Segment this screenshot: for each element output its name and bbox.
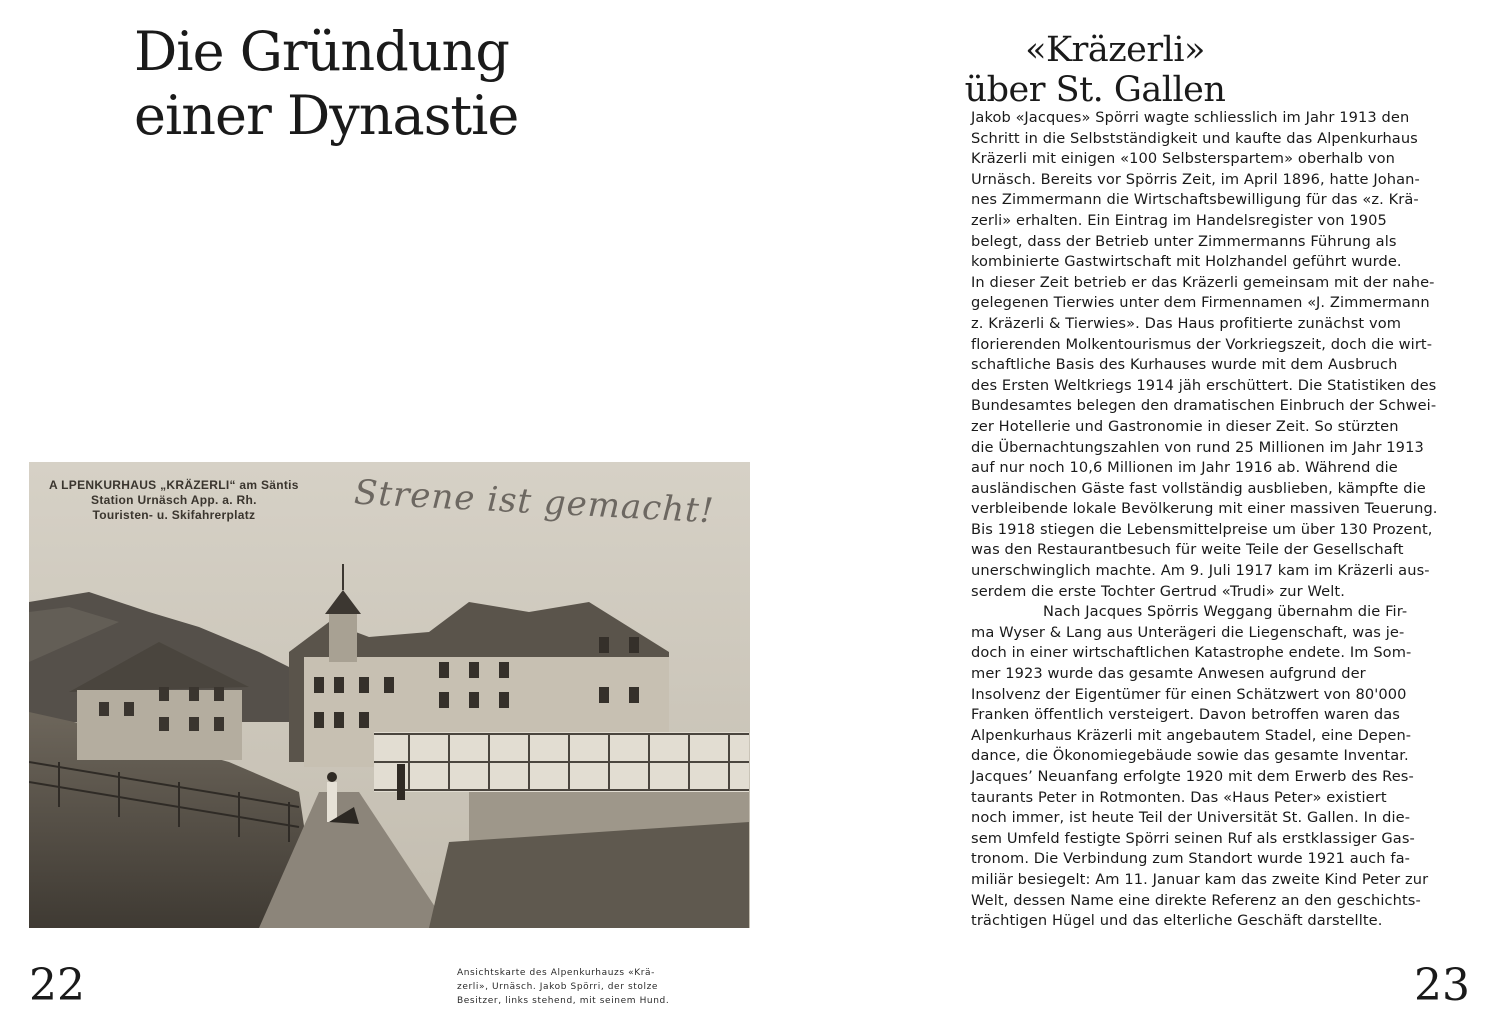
body-line: des Ersten Weltkriegs 1914 jäh erschüttert. Die Statistiken des [971,376,1437,394]
chapter-title-line: einer Dynastie [134,84,519,147]
body-line: doch in einer wirtschaftlichen Katastrophe endete. Im Som- [971,644,1412,662]
chapter-title [134,20,518,148]
postcard-text-line: Station Urnäsch App. a. Rh. [91,493,257,507]
caption-line: Ansichtskarte des Alpenkurhauzs «Krä- [457,968,655,978]
postcard-text-line: Touristen- u. Skifahrerplatz [92,508,256,522]
body-line: nes Zimmermann die Wirtschaftsbewilligung für das «z. Krä- [971,191,1419,209]
body-line: verbleibende lokale Bevölkerung mit einer massiven Teuerung. [971,500,1438,518]
body-line: schaftliche Basis des Kurhauses wurde mit dem Ausbruch [971,356,1398,374]
body-line: miliär besiegelt: Am 11. Januar kam das zweite Kind Peter zur [971,870,1429,888]
body-line: florierenden Molkentourismus der Vorkriegszeit, doch die wirt- [971,335,1433,353]
historic-postcard-photo [29,462,750,928]
body-line: unerschwinglich machte. Am 9. Juli 1917 kam im Kräzerli aus- [971,562,1430,580]
body-line: sem Umfeld festigte Spörri seinen Ruf als erstklassiger Gas- [971,829,1415,847]
body-line: ausländischen Gäste fast vollständig ausblieben, kämpfte die [971,479,1426,497]
body-text [971,108,1471,932]
chapter-title-line: Die Gründung [134,20,509,83]
right-page [750,0,1500,1032]
body-line: belegt, dass der Betrieb unter Zimmermanns Führung als [971,232,1397,250]
body-line: trächtigen Hügel und das elterliche Geschäft darstellte. [971,912,1383,930]
body-line: Kräzerli mit einigen «100 Selbsterspartem» oberhalb von [971,150,1395,168]
body-line: was den Restaurantbesuch für weite Teile der Gesellschaft [971,541,1404,559]
body-line: die Übernachtungszahlen von rund 25 Millionen im Jahr 1913 [971,438,1424,456]
body-line: taurants Peter in Rotmonten. Das «Haus Peter» existiert [971,788,1387,806]
body-line: noch immer, ist heute Teil der Universität St. Gallen. In die- [971,809,1411,827]
section-title [750,30,1440,110]
body-line: Nach Jacques Spörris Weggang übernahm die Fir- [1043,603,1408,621]
body-line: serdem die erste Tochter Gertrud «Trudi» zur Welt. [971,582,1345,600]
body-line: Bis 1918 stiegen die Lebensmittelpreise um über 130 Prozent, [971,520,1433,538]
body-line: mer 1923 wurde das gesamte Anwesen aufgrund der [971,665,1366,683]
body-line: Alpenkurhaus Kräzerli mit angebautem Stadel, eine Depen- [971,726,1412,744]
body-line: Schritt in die Selbstständigkeit und kaufte das Alpenkurhaus [971,129,1418,147]
postcard-text-line: A LPENKURHAUS „KRÄZERLI“ am Säntis [49,478,299,492]
page-number-left: 22 [29,960,85,1011]
body-line: z. Kräzerli & Tierwies». Das Haus profitierte zunächst vom [971,314,1402,332]
postcard-printed-text [49,478,299,523]
body-line: Bundesamtes belegen den dramatischen Einbruch der Schwei- [971,397,1437,415]
body-line: In dieser Zeit betrieb er das Kräzerli gemeinsam mit der nahe- [971,273,1435,291]
caption-line: Besitzer, links stehend, mit seinem Hund. [457,996,670,1006]
body-line: zerli» erhalten. Ein Eintrag im Handelsregister von 1905 [971,211,1387,229]
body-line: Franken öffentlich versteigert. Davon betroffen waren das [971,706,1400,724]
body-line: zer Hotellerie und Gastronomie in dieser Zeit. So stürzten [971,417,1399,435]
body-line: Urnäsch. Bereits vor Spörris Zeit, im April 1896, hatte Johan- [971,170,1420,188]
body-line: kombinierte Gastwirtschaft mit Holzhandel geführt wurde. [971,253,1402,271]
body-line: gelegenen Tierwies unter dem Firmennamen «J. Zimmermann [971,294,1430,312]
body-line: Jacques’ Neuanfang erfolgte 1920 mit dem Erwerb des Res- [971,768,1414,785]
body-line: ma Wyser & Lang aus Unterägeri die Liegenschaft, was je- [971,623,1405,641]
body-line: auf nur noch 10,6 Millionen im Jahr 1916 ab. Während die [971,459,1398,477]
section-title-line: «Kräzerli» [1025,30,1205,70]
postcard-handwriting: Strene ist gemacht! [353,472,716,532]
photo-caption [457,966,682,1008]
section-title-line: über St. Gallen [964,70,1226,110]
body-line: dance, die Ökonomiegebäude sowie das gesamte Inventar. [971,747,1409,765]
page-number-right: 23 [1414,960,1470,1011]
body-line: tronom. Die Verbindung zum Standort wurde 1921 auch fa- [971,850,1411,868]
body-line: Jakob «Jacques» Spörri wagte schliesslich im Jahr 1913 den [971,109,1410,126]
caption-line: zerli», Urnäsch. Jakob Spörri, der stolze [457,982,659,992]
body-line: Welt, dessen Name eine direkte Referenz an den geschichts- [971,891,1421,909]
body-line: Insolvenz der Eigentümer für einen Schätzwert von 80'000 [971,685,1407,703]
postcard-illustration [29,462,750,928]
